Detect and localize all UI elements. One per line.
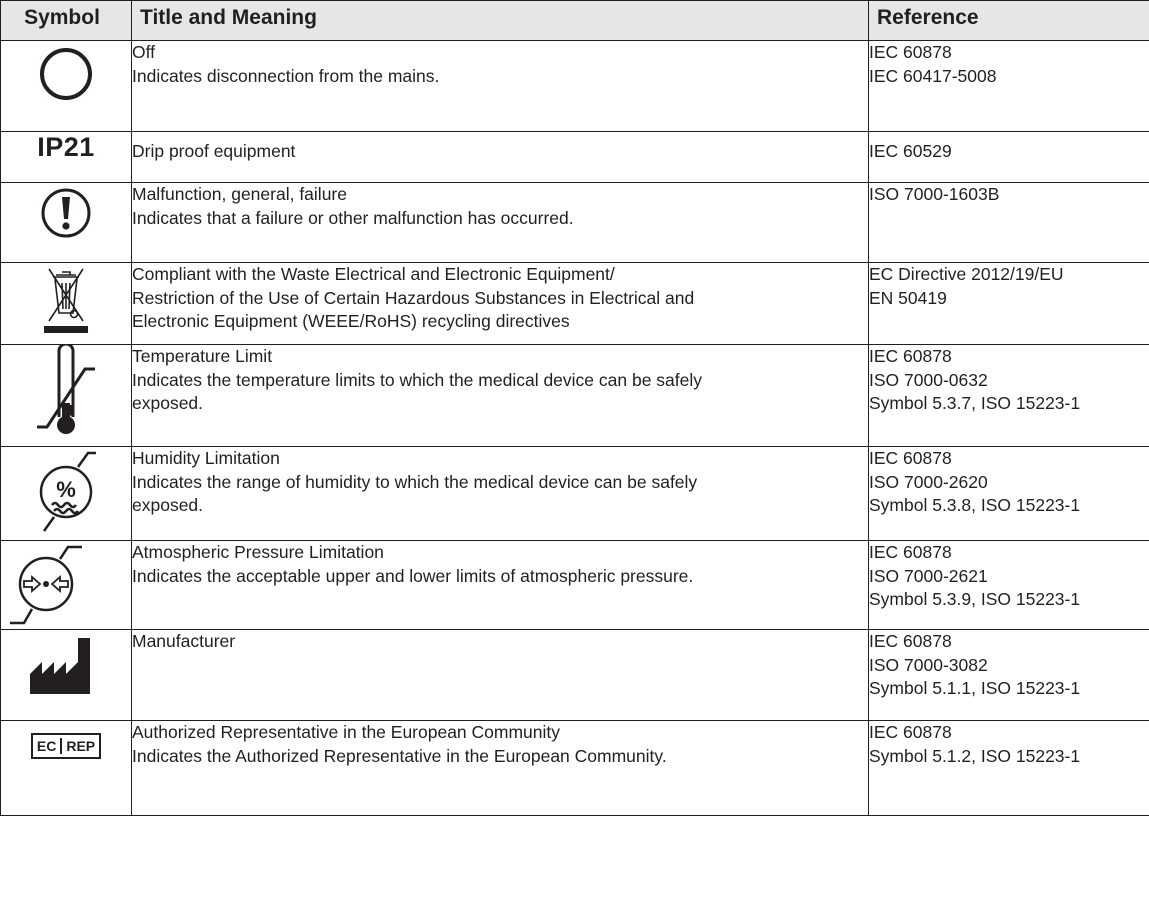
title-cell [132, 41, 869, 132]
reference-line: IEC 60878 [869, 722, 952, 742]
title-line: Manufacturer [132, 631, 236, 651]
reference-line: Symbol 5.3.9, ISO 15223-1 [869, 589, 1081, 609]
off-circle-icon [31, 41, 101, 111]
ec-rep-rep: REP [60, 738, 99, 754]
header-symbol: Symbol [1, 1, 132, 41]
reference-cell [869, 132, 1149, 183]
table-row [1, 447, 1149, 541]
reference-line: ISO 7000-2620 [869, 471, 988, 492]
table-row [1, 721, 1149, 816]
ip21-icon: IP21 [37, 132, 95, 162]
title-cell [132, 721, 869, 816]
header-row [1, 1, 1149, 41]
title-line: Electronic Equipment (WEEE/RoHS) recycling directives [132, 311, 570, 331]
title-line: Off [132, 42, 156, 62]
reference-line: IEC 60878 [869, 346, 952, 366]
reference-line: Symbol 5.3.8, ISO 15223-1 [869, 495, 1081, 515]
table-row [1, 41, 1149, 132]
title-cell [132, 132, 869, 183]
symbol-cell [1, 41, 132, 132]
title-line: Drip proof equipment [132, 141, 296, 161]
meaning-line: Indicates the acceptable upper and lower limits of atmospheric pressure. [132, 565, 694, 586]
reference-line: EC Directive 2012/19/EU [869, 264, 1064, 284]
symbol-cell [1, 263, 132, 345]
meaning-line: Indicates the temperature limits to which the medical device can be safely [132, 369, 703, 390]
reference-line: Symbol 5.1.2, ISO 15223-1 [869, 745, 1081, 766]
atmospheric-pressure-limit-icon [2, 541, 130, 627]
symbol-cell [1, 345, 132, 447]
table-row [1, 345, 1149, 447]
title-line: Atmospheric Pressure Limitation [132, 542, 384, 562]
meaning-line: Indicates that a failure or other malfunction has occurred. [132, 207, 574, 228]
reference-line: Symbol 5.1.1, ISO 15223-1 [869, 678, 1081, 698]
reference-line: IEC 60878 [869, 42, 952, 62]
reference-line: EN 50419 [869, 287, 947, 308]
reference-line: Symbol 5.3.7, ISO 15223-1 [869, 393, 1081, 413]
table-row [1, 630, 1149, 721]
meaning-line: Indicates the range of humidity to which the medical device can be safely [132, 471, 698, 492]
title-line: Temperature Limit [132, 346, 273, 366]
meaning-line: Indicates disconnection from the mains. [132, 65, 440, 86]
ec-rep-ec: EC [36, 738, 57, 754]
reference-cell [869, 263, 1149, 345]
title-line: Authorized Representative in the European Community [132, 722, 561, 742]
reference-cell [869, 721, 1149, 816]
humidity-limit-icon [2, 447, 130, 537]
reference-line: IEC 60417-5008 [869, 65, 997, 86]
reference-line: IEC 60878 [869, 542, 952, 562]
table-row [1, 263, 1149, 345]
exclamation-circle-icon [36, 183, 96, 243]
reference-cell [869, 345, 1149, 447]
reference-line: ISO 7000-2621 [869, 565, 988, 586]
reference-line: IEC 60529 [869, 141, 952, 161]
table-row [1, 183, 1149, 263]
reference-cell [869, 541, 1149, 630]
title-cell [132, 263, 869, 345]
reference-line: IEC 60878 [869, 631, 952, 651]
manufacturer-factory-icon [26, 630, 106, 700]
reference-line: ISO 7000-0632 [869, 369, 988, 390]
title-cell [132, 183, 869, 263]
title-cell [132, 541, 869, 630]
symbol-cell [1, 630, 132, 721]
symbol-cell [1, 183, 132, 263]
title-line: Malfunction, general, failure [132, 184, 347, 204]
reference-line: ISO 7000-3082 [869, 654, 988, 675]
symbol-cell [1, 721, 132, 816]
meaning-line: Indicates the Authorized Representative in the European Community. [132, 745, 667, 766]
table-row [1, 541, 1149, 630]
humidity-percent-glyph: % [56, 477, 76, 502]
header-reference: Reference [869, 1, 1149, 41]
symbol-cell [1, 132, 132, 183]
symbol-cell [1, 447, 132, 541]
weee-crossed-bin-icon [41, 263, 91, 339]
title-cell [132, 447, 869, 541]
reference-cell [869, 630, 1149, 721]
reference-line: ISO 7000-1603B [869, 184, 1000, 204]
title-line: Restriction of the Use of Certain Hazardous Substances in Electrical and [132, 287, 695, 308]
header-title: Title and Meaning [132, 1, 869, 41]
reference-line: IEC 60878 [869, 448, 952, 468]
symbol-cell [1, 541, 132, 630]
meaning-line: exposed. [132, 393, 204, 413]
reference-cell [869, 447, 1149, 541]
title-cell [132, 345, 869, 447]
table-row [1, 132, 1149, 183]
reference-cell [869, 41, 1149, 132]
temperature-limit-icon [31, 345, 101, 441]
title-cell [132, 630, 869, 721]
title-line: Humidity Limitation [132, 448, 280, 468]
reference-cell [869, 183, 1149, 263]
meaning-line: exposed. [132, 495, 204, 515]
title-line: Compliant with the Waste Electrical and Electronic Equipment/ [132, 264, 615, 284]
ec-rep-icon [31, 733, 101, 759]
